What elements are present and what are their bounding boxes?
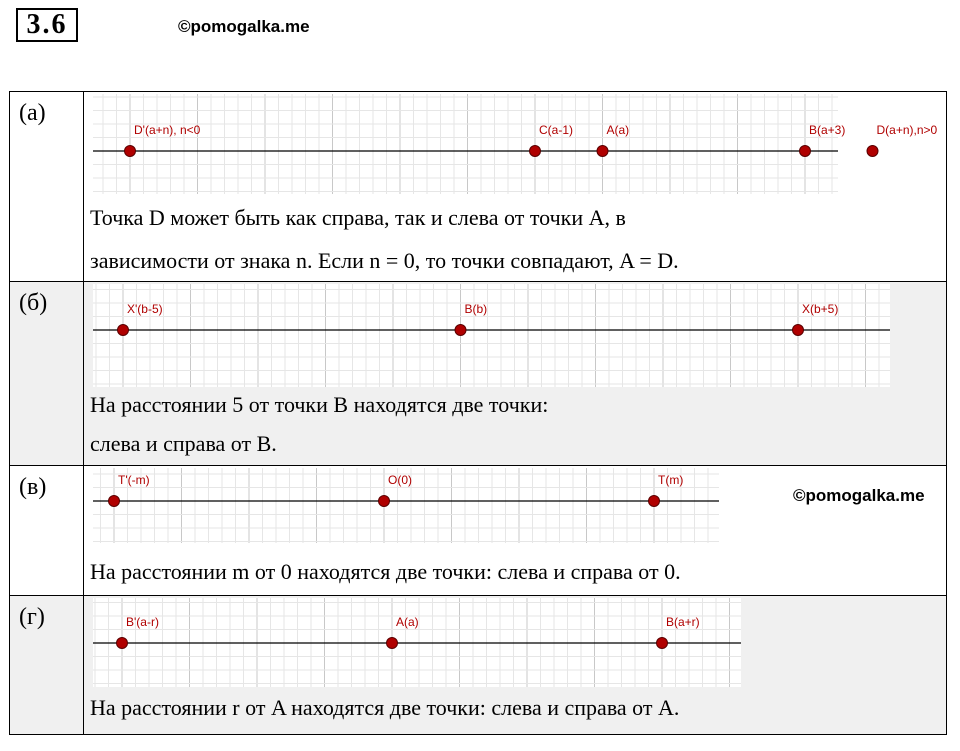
point-marker	[379, 496, 390, 507]
point-label: B(a+3)	[809, 123, 846, 137]
number-line-d	[93, 598, 741, 687]
point-marker	[125, 146, 136, 157]
point-label: T'(-m)	[118, 473, 150, 487]
watermark: ©pomogalka.me	[793, 486, 925, 505]
point-label: D'(a+n), n<0	[134, 123, 201, 137]
point-label: X(b+5)	[802, 302, 839, 316]
point-label: A(a)	[606, 123, 630, 137]
point-marker	[867, 146, 878, 157]
point-marker	[793, 325, 804, 336]
point-label: T(m)	[658, 473, 684, 487]
watermark: ©pomogalka.me	[178, 17, 310, 36]
point-marker	[649, 496, 660, 507]
number-line-b	[93, 284, 890, 387]
point-label: C(a-1)	[539, 123, 574, 137]
number-line-svg	[93, 598, 741, 687]
point-marker	[117, 638, 128, 649]
number-line-svg	[93, 94, 938, 194]
point-marker	[530, 146, 541, 157]
point-marker	[597, 146, 608, 157]
row-d	[10, 596, 946, 734]
number-line-svg	[93, 284, 890, 387]
row-label: (г)	[10, 596, 84, 734]
row-b	[10, 282, 946, 466]
point-label: B(b)	[464, 302, 488, 316]
text-line: зависимости от знака n. Если n = 0, то точки совпадают, A = D.	[90, 248, 679, 273]
point-marker	[657, 638, 668, 649]
point-marker	[800, 146, 811, 157]
point-label: O(0)	[388, 473, 412, 487]
point-label: D(a+n),n>0	[876, 123, 938, 137]
number-line-c	[93, 468, 719, 543]
point-marker	[455, 325, 466, 336]
solution-table	[9, 91, 947, 735]
text-line: Точка D может быть как справа, так и слева от точки A, в	[90, 205, 626, 230]
number-line-svg	[93, 468, 719, 543]
row-a	[10, 92, 946, 282]
point-marker	[387, 638, 398, 649]
point-marker	[109, 496, 120, 507]
exercise-number: 3.6	[16, 8, 78, 42]
text-line: На расстоянии 5 от точки B находятся две точки:	[90, 392, 549, 417]
row-label: (б)	[10, 282, 84, 465]
point-label: A(a)	[396, 615, 419, 629]
point-label: B'(a-r)	[126, 615, 159, 629]
row-label: (в)	[10, 466, 84, 595]
text-line: слева и справа от B.	[90, 431, 277, 456]
text-line: На расстоянии r от A находятся две точки: слева и справа от A.	[90, 695, 680, 720]
point-label: B(a+r)	[666, 615, 700, 629]
point-marker	[118, 325, 129, 336]
text-line: На расстоянии m от 0 находятся две точки: слева и справа от 0.	[90, 559, 681, 584]
point-label: X'(b-5)	[127, 302, 163, 316]
row-label: (а)	[10, 92, 84, 281]
number-line-a	[93, 94, 938, 194]
